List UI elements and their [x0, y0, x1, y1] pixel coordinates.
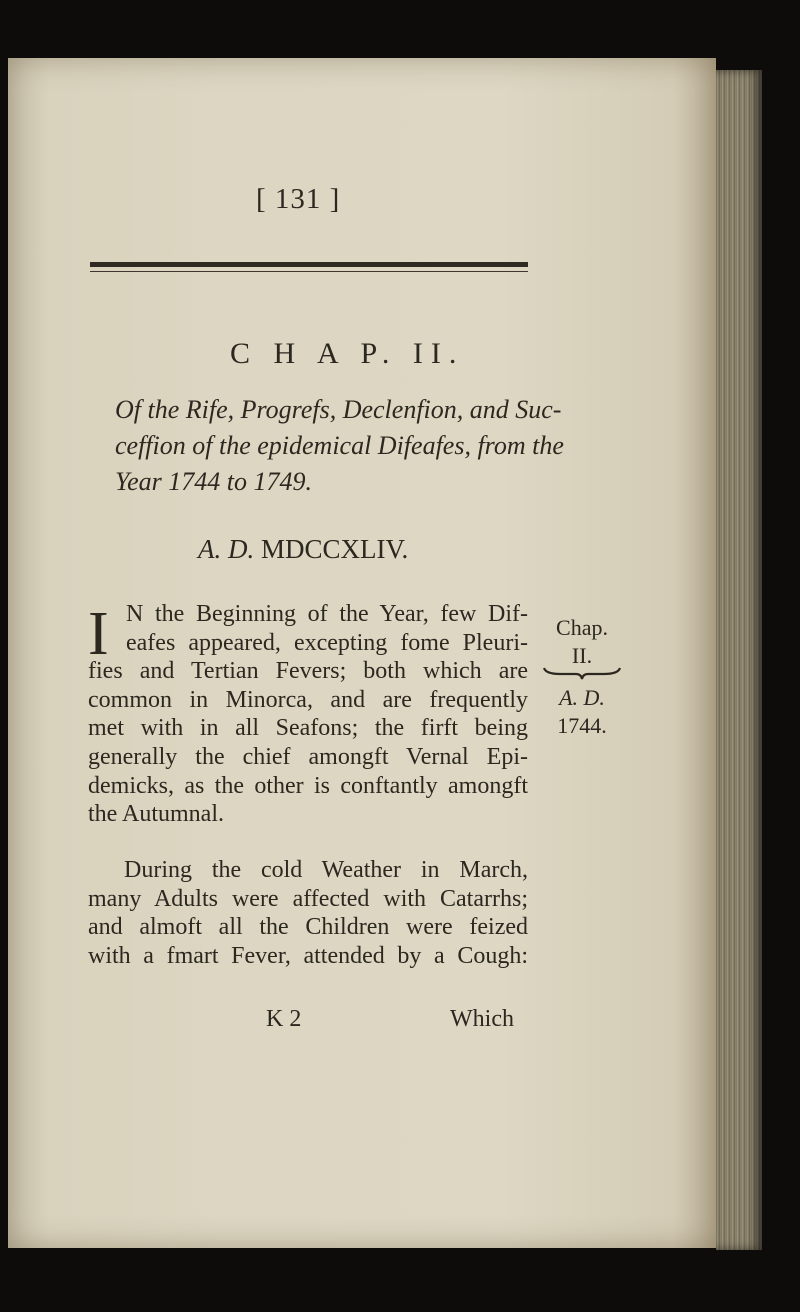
margin-note-era: A. D. — [559, 685, 605, 710]
year-heading — [198, 534, 408, 565]
signature-mark: K 2 — [266, 1006, 302, 1032]
paragraph-line: many Adults were affected with Catarrhs; — [88, 885, 528, 912]
header-rule-thin — [90, 271, 528, 272]
paragraph-line: generally the chief amongft Vernal Epi- — [88, 743, 528, 770]
paragraph-line: eafes appeared, excepting fome Pleuri- — [126, 629, 528, 656]
year-heading-era: A. D. — [198, 534, 255, 564]
chapter-title-line: Of the Rife, Progrefs, Declenfion, and Suc- — [115, 395, 562, 424]
paragraph-line: fies and Tertian Fevers; both which are — [88, 658, 528, 685]
header-rule-thick — [90, 262, 528, 267]
paragraph-2 — [88, 856, 528, 970]
paragraph-line: met with in all Seafons; the firft being — [88, 715, 528, 742]
paragraph-line: and almoft all the Children were feized — [88, 914, 528, 941]
paragraph-line: demicks, as the other is conftantly amongft — [88, 772, 528, 799]
chapter-title — [115, 392, 564, 500]
paragraph-line: common in Minorca, and are frequently — [88, 686, 528, 713]
drop-cap: I — [88, 600, 109, 668]
paragraph-line: the Autumnal. — [88, 801, 224, 828]
chapter-heading: C H A P. II. — [230, 337, 465, 370]
paragraph-line: During the cold Weather in March, — [124, 857, 528, 883]
book-fore-edge — [716, 70, 762, 1250]
catchword: Which — [450, 1006, 514, 1032]
margin-note-number: II. — [571, 643, 593, 668]
paragraph-1 — [88, 600, 528, 829]
paragraph-line: with a fmart Fever, attended by a Cough: — [88, 942, 528, 969]
chapter-title-line: ceffion of the epidemical Difeafes, from the — [115, 431, 564, 460]
margin-note-chapter: Chap. — [556, 615, 608, 640]
margin-brace-ornament — [542, 666, 622, 680]
margin-note-year: 1744. — [557, 713, 607, 738]
chapter-title-line: Year 1744 to 1749. — [115, 467, 312, 496]
paragraph-line: N the Beginning of the Year, few Dif- — [126, 601, 528, 627]
year-heading-year: MDCCXLIV. — [261, 534, 409, 564]
page-number: [ 131 ] — [256, 183, 341, 215]
